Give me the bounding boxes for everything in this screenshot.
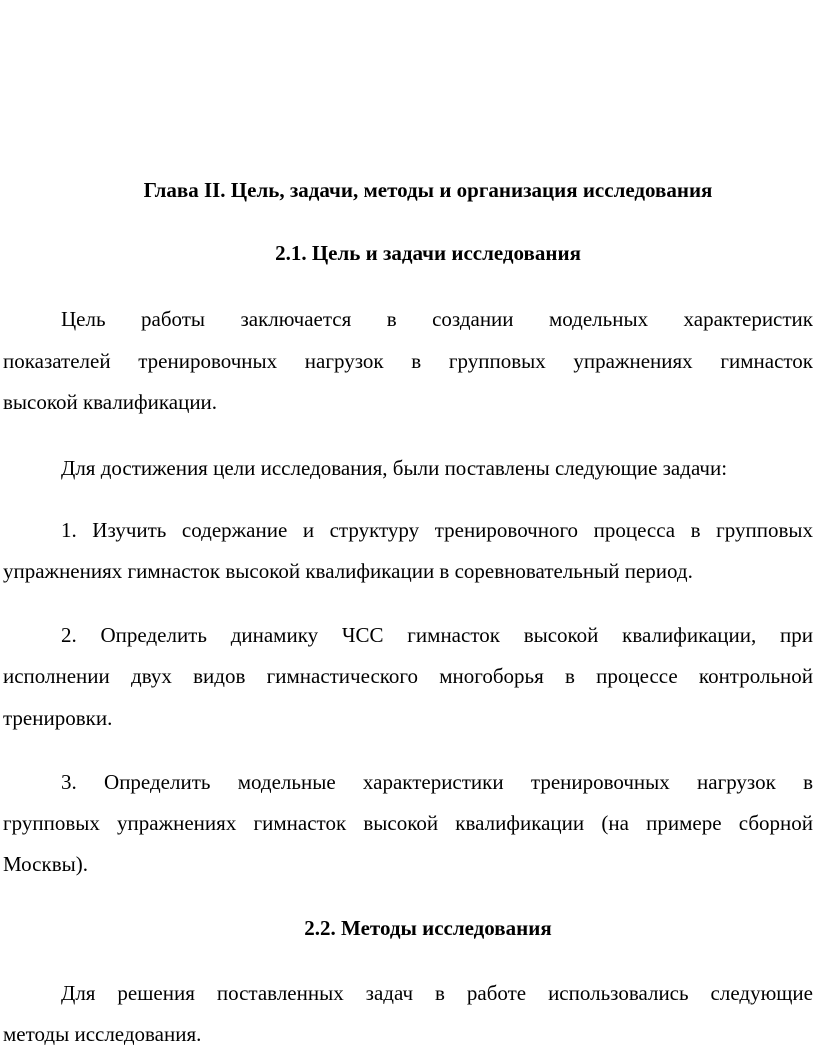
section-title-goals: 2.1. Цель и задачи исследования xyxy=(275,241,581,265)
paragraph-tasks-intro-line-1: Для достижения цели исследования, были поставлены следующие задачи: xyxy=(61,456,728,480)
task-2-line-1: 2. Определить динамику ЧСС гимнасток высокой квалификации, при xyxy=(61,623,813,647)
paragraph-goal-line-3: высокой квалификации. xyxy=(3,390,218,414)
task-3-line-3: Москвы). xyxy=(3,852,88,876)
task-2-line-3: тренировки. xyxy=(3,706,113,730)
task-2-line-2: исполнении двух видов гимнастического многоборья в процессе контрольной xyxy=(3,664,813,688)
chapter-title: Глава II. Цель, задачи, методы и организация исследования xyxy=(143,178,713,202)
paragraph-goal-line-1: Цель работы заключается в создании модельных характеристик xyxy=(61,307,813,331)
section-title-methods: 2.2. Методы исследования xyxy=(304,916,552,940)
task-3-line-1: 3. Определить модельные характеристики тренировочных нагрузок в xyxy=(61,770,813,794)
task-1-line-1: 1. Изучить содержание и структуру тренировочного процесса в групповых xyxy=(61,518,813,542)
paragraph-methods-line-1: Для решения поставленных задач в работе использовались следующие xyxy=(61,981,813,1005)
paragraph-goal-line-2: показателей тренировочных нагрузок в групповых упражнениях гимнасток xyxy=(3,349,813,373)
task-1-line-2: упражнениях гимнасток высокой квалификации в соревновательный период. xyxy=(3,559,693,583)
task-3-line-2: групповых упражнениях гимнасток высокой квалификации (на примере сборной xyxy=(3,811,813,835)
paragraph-methods-line-2: методы исследования. xyxy=(3,1022,202,1046)
